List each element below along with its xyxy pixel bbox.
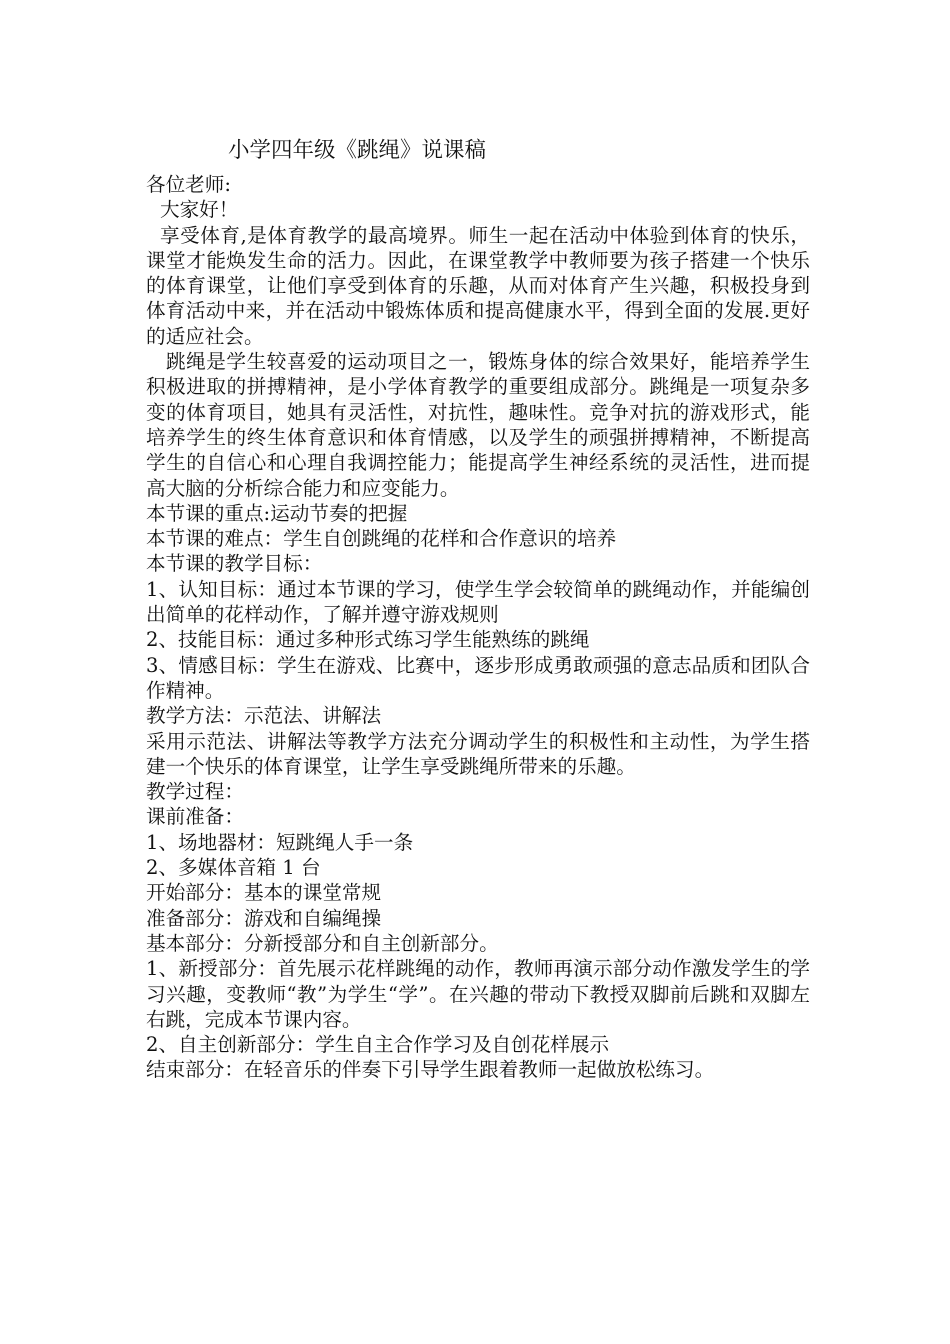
new-teaching-paragraph: 1、新授部分：首先展示花样跳绳的动作，教师再演示部分动作激发学生的学习兴趣，变教师“教”为学生“学”。在兴趣的带动下教授双脚前后跳和双脚左右跳，完成本节课内容。 [146,957,810,1031]
document-title: 小学四年级《跳绳》说课稿 [228,138,487,163]
affective-objective: 3、情感目标：学生在游戏、比赛中，逐步形成勇敢顽强的意志品质和团队合作精神。 [146,653,810,702]
warmup-part-line: 准备部分：游戏和自编绳操 [146,906,382,930]
equipment-line: 1、场地器材：短跳绳人手一条 [146,830,414,854]
greeting: 各位老师: [146,173,231,196]
innovation-part-line: 2、自主创新部分：学生自主合作学习及自创花样展示 [146,1033,610,1057]
cognitive-objective: 1、认知目标：通过本节课的学习，使学生学会较简单的跳绳动作，并能编创出简单的花样动作，了解并遵守游戏规则 [146,577,810,627]
ending-part-line: 结束部分：在轻音乐的伴奏下引导学生跟着教师一起做放松练习。 [146,1058,715,1082]
process-heading: 教学过程： [146,780,244,804]
preparation-heading: 课前准备： [146,805,244,829]
multimedia-line: 2、多媒体音箱 1 台 [146,856,321,880]
teaching-method-paragraph: 采用示范法、讲解法等教学方法充分调动学生的积极性和主动性，为学生搭建一个快乐的体育课堂，让学生享受跳绳所带来的乐趣。 [146,729,810,778]
opening-part-line: 开始部分：基本的课堂常规 [146,881,382,905]
skill-objective: 2、技能目标：通过多种形式练习学生能熟练的跳绳 [146,628,590,652]
objectives-heading: 本节课的教学目标： [146,552,323,576]
intro-paragraph: 享受体育,是体育教学的最高境界。师生一起在活动中体验到体育的快乐，课堂才能焕发生命的活力。因此，在课堂教学中教师要为孩子搭建一个快乐的体育课堂，让他们享受到体育的乐趣，从而对体育产生兴趣，积极投身到体育活动中来，并在活动中锻炼体质和提高健康水平，得到全面的发展.更好的适应社会。 [146,223,810,348]
hello-line: 大家好！ [160,198,239,222]
basic-part-line: 基本部分：分新授部分和自主创新部分。 [146,931,499,955]
teaching-method-line: 教学方法：示范法、讲解法 [146,704,382,728]
rope-skipping-paragraph: 跳绳是学生较喜爱的运动项目之一，锻炼身体的综合效果好，能培养学生积极进取的拼搏精神，是小学体育教学的重要组成部分。跳绳是一项复杂多变的体育项目，她具有灵活性，对抗性，趣味性。竞争对抗的游戏形式，能培养学生的终生体育意识和体育情感，以及学生的顽强拼搏精神，不断提高学生的自信心和心理自我调控能力；能提高学生神经系统的灵活性，进而提高大脑的分析综合能力和应变能力。 [146,350,810,500]
document-page [146,136,810,1083]
key-point-line: 本节课的重点:运动节奏的把握 [146,501,408,525]
difficulty-line: 本节课的难点：学生自创跳绳的花样和合作意识的培养 [146,527,617,551]
